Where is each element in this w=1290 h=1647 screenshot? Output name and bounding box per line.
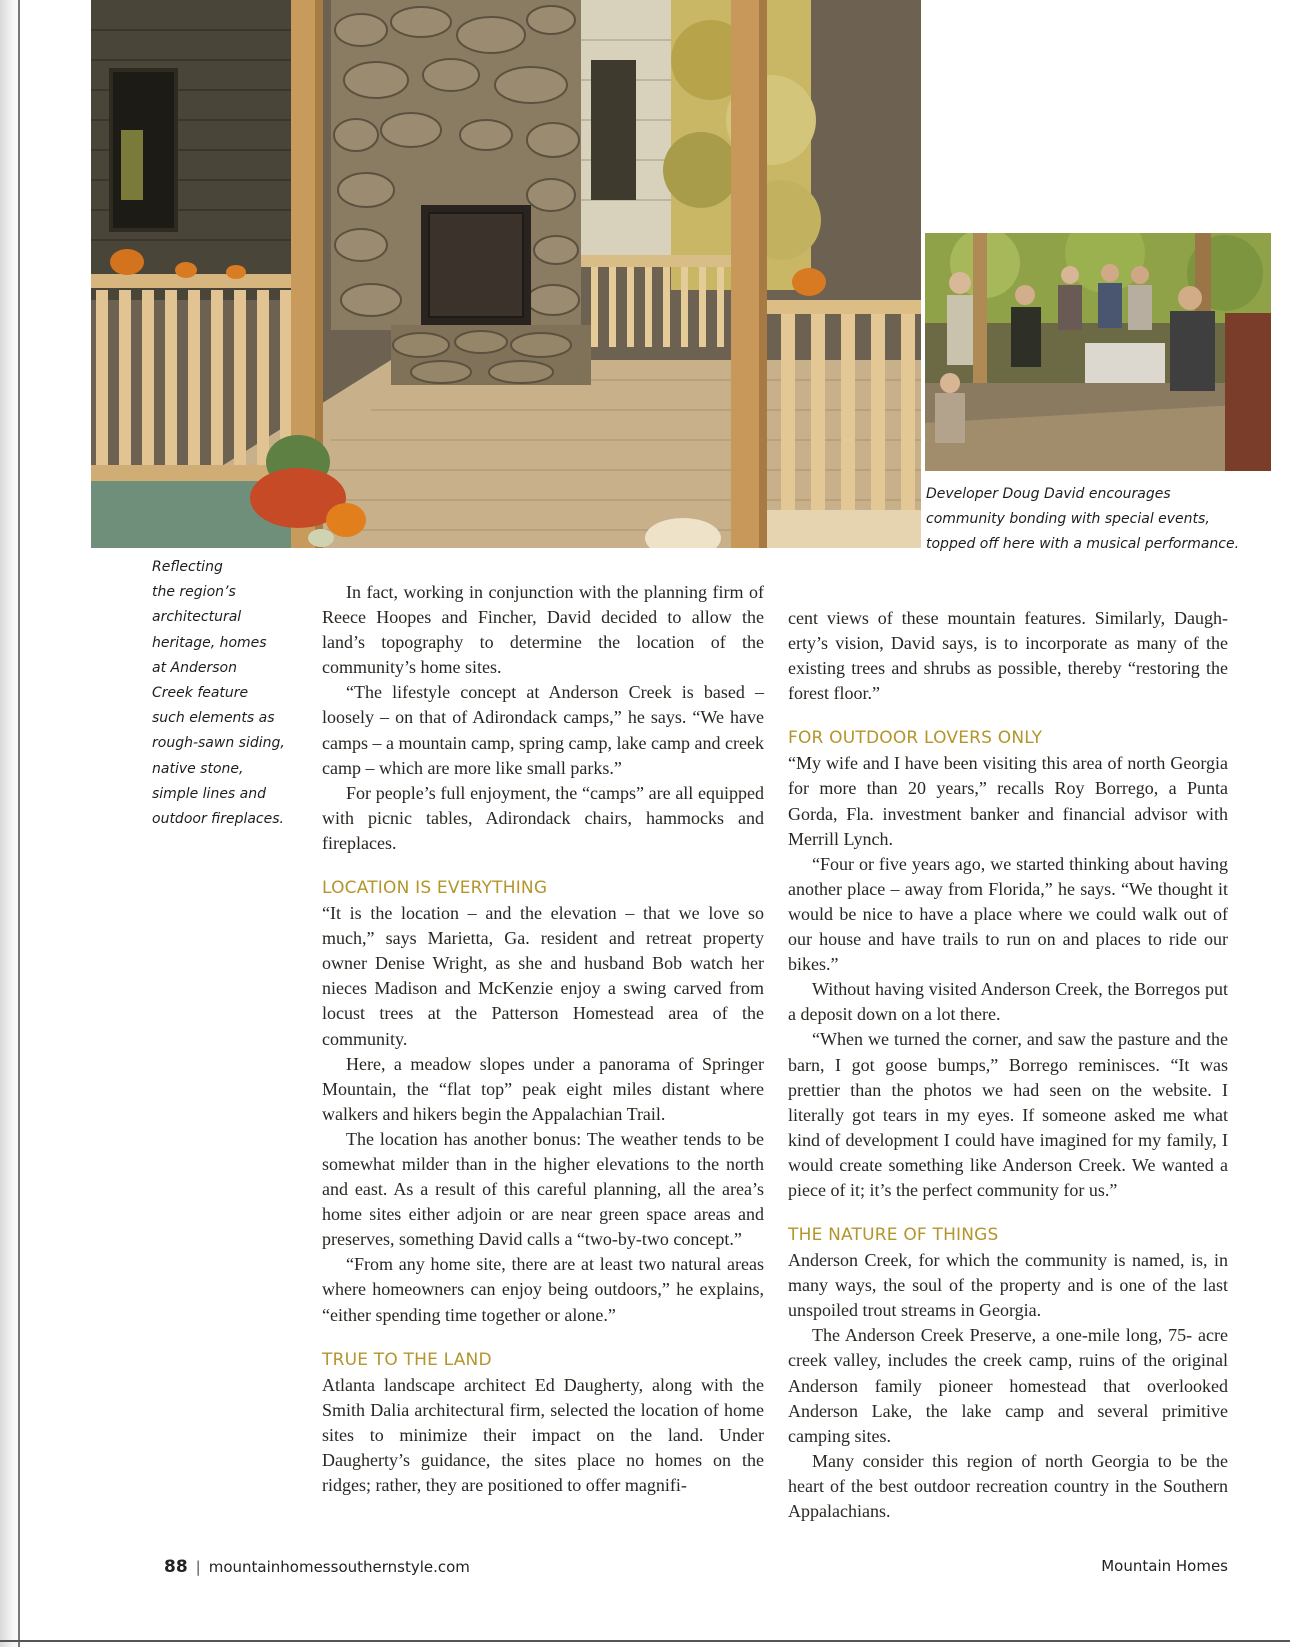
- caption-line: Reflecting: [152, 559, 223, 575]
- caption-line: heritage, homes: [152, 634, 267, 651]
- section-heading: TRUE TO THE LAND: [322, 1349, 492, 1370]
- page-footer-left: [164, 1557, 470, 1577]
- page-number: 88: [164, 1557, 188, 1577]
- paragraph: Many consider this region of north Georgia to be the heart of the best outdoor recreation country in the Southern Appalachians.: [788, 1450, 1228, 1521]
- caption-line: community bonding with special events,: [926, 511, 1210, 527]
- paragraph: In fact, working in conjunction with the planning firm of Reece Hoopes and Fincher, David decided to allow the land’s topography to determine the location of the community’s home sites.: [322, 582, 764, 678]
- article-column-1: [322, 580, 764, 1498]
- paragraph: “The lifestyle concept at Anderson Creek is based – loosely – on that of Adirondack camps,” he says. “We have camps – a mountain camp, spring camp, lake camp and creek camp – which are more like small parks.”: [322, 682, 764, 778]
- paragraph: The location has another bonus: The weather tends to be somewhat milder than in the higher elevations to the north and east. As a result of this careful planning, all the area’s home sites either adjoin or are near green space areas and preserves, something David calls a “two-by-two concept.”: [322, 1128, 764, 1250]
- porch-gathering-photo: [925, 233, 1271, 471]
- caption-line: native stone,: [152, 760, 244, 777]
- paragraph: “From any home site, there are at least two natural areas where homeowners can enjoy being outdoors,” he explains, “either spending time together or alone.”: [322, 1254, 764, 1325]
- paragraph: Anderson Creek, for which the community is named, is, in many ways, the soul of the property and is one of the last unspoiled trout streams in Georgia.: [788, 1250, 1228, 1321]
- caption-line: topped off here with a musical performance.: [926, 536, 1240, 552]
- caption-line: simple lines and: [152, 785, 267, 802]
- caption-line: at Anderson: [152, 659, 237, 676]
- section-heading: THE NATURE OF THINGS: [788, 1225, 999, 1246]
- caption-line: Developer Doug David encourages: [926, 486, 1171, 502]
- paragraph: “My wife and I have been visiting this area of north Georgia for more than 20 years,” recalls Roy Borrego, a Punta Gorda, Fla. investment banker and financial advisor with Merrill Lynch.: [788, 753, 1228, 849]
- website-link[interactable]: mountainhomessouthernstyle.com: [208, 1558, 470, 1576]
- paragraph: “It is the location – and the elevation – that we love so much,” says Marietta, Ga. resident and retreat property owner Denise Wright, as she and husband Bob watch her nieces Madison and McKenzie enjoy a swing carved from locust trees at the Patterson Homestead area of the community.: [322, 903, 764, 1049]
- paragraph: Atlanta landscape architect Ed Daugherty, along with the Smith Dalia architectural firm, selected the location of home sites to minimize their impact on the land. Under Daugherty’s guidance, the sites place no homes on the ridges; rather, they are positioned to offer magnifi-: [322, 1374, 764, 1495]
- caption-line: architectural: [152, 609, 242, 626]
- caption-line: such elements as: [152, 710, 275, 727]
- footer-separator: |: [195, 1558, 201, 1576]
- caption-line: the region’s: [152, 584, 236, 601]
- paragraph: Here, a meadow slopes under a panorama of Springer Mountain, the “flat top” peak eight miles distant where walkers and hikers begin the Appalachian Trail.: [322, 1053, 764, 1124]
- paragraph: The Anderson Creek Preserve, a one-mile long, 75- acre creek valley, includes the creek camp, ruins of the original Anderson family pioneer homestead that overlooked Anderson Lake, the lake camp and several primitive camping sites.: [788, 1325, 1228, 1446]
- caption-line: rough-sawn siding,: [152, 735, 285, 752]
- paragraph: “When we turned the corner, and saw the pasture and the barn, I got goose bumps,” Borrego reminisces. “It was prettier than the photos we had seen on the website. I literally got tears in my eyes. If someone asked me what kind of development I could have imagined for my family, I would create something like Anderson Creek. We wanted a piece of it; it’s the perfect community for us.”: [788, 1029, 1228, 1200]
- section-heading: FOR OUTDOOR LOVERS ONLY: [788, 728, 1043, 749]
- article-column-2: [788, 606, 1228, 1524]
- paragraph: “Four or five years ago, we started thinking about having another place – away from Florida,” he says. “We thought it would be nice to have a place where we could walk out of our house and have trails to run on and places to ride our bikes.”: [788, 853, 1228, 975]
- paragraph: cent views of these mountain features. Similarly, Daugherty’s vision, David says, is to incorporate as many of the existing trees and shrubs as possible, thereby “restoring the forest floor.”: [788, 608, 1228, 704]
- porch-fireplace-photo: [91, 0, 921, 548]
- photo-caption-left: [152, 555, 302, 832]
- photo-caption-right: [926, 482, 1271, 557]
- spine-line: [18, 0, 20, 1647]
- caption-line: outdoor fireplaces.: [152, 811, 284, 828]
- magazine-name: Mountain Homes: [1101, 1557, 1228, 1575]
- bottom-edge-line: [0, 1640, 1290, 1642]
- caption-line: Creek feature: [152, 685, 249, 702]
- section-heading: LOCATION IS EVERYTHING: [322, 878, 548, 899]
- paragraph: For people’s full enjoyment, the “camps” are all equipped with picnic tables, Adirondack chairs, hammocks and fireplaces.: [322, 782, 764, 853]
- paragraph: Without having visited Anderson Creek, the Borregos put a deposit down on a lot there.: [788, 979, 1228, 1025]
